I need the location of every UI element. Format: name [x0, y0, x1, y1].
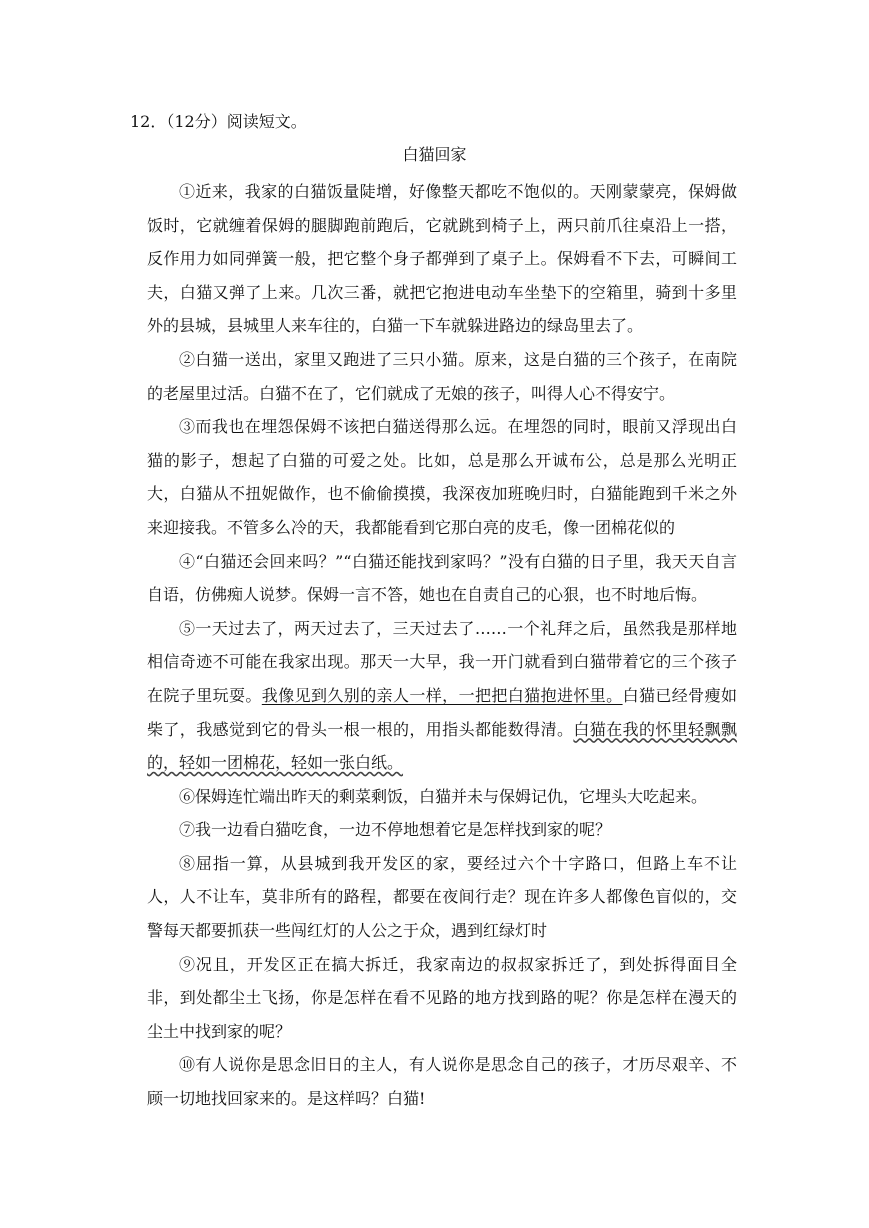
paragraph-5-part-b: 白猫已经骨瘦如柴了，我感觉到它的骨头一根一根的，用指头都能数得清。 [147, 685, 737, 739]
underlined-sentence: 我像见到久别的亲人一样，一把把白猫抱进怀里。 [261, 685, 623, 705]
paragraph-1: ①近来，我家的白猫饭量陡增，好像整天都吃不饱似的。天刚蒙蒙亮，保姆做饭时，它就缠着保姆的腿脚跑前跑后，它就跳到椅子上，两只前爪往桌沿上一搭，反作用力如同弹簧一般，把它整个身子都弹到了桌子上。保姆看不下去，可瞬间工夫，白猫又弹了上来。几次三番，就把它抱进电动车坐垫下的空箱里，骑到十多里外的县城，县城里人来车往的，白猫一下车就躲进路边的绿岛里去了。 [147, 182, 737, 336]
paragraph-2: ②白猫一送出，家里又跑进了三只小猫。原来，这是白猫的三个孩子，在南院的老屋里过活。白猫不在了，它们就成了无娘的孩子，叫得人心不得安宁。 [147, 349, 737, 403]
paragraph-4: ④“白猫还会回来吗？”“白猫还能找到家吗？”没有白猫的日子里，我天天自言自语，仿佛痴人说梦。保姆一言不答，她也在自责自己的心狠，也不时地后悔。 [147, 551, 737, 605]
paragraph-10: ⑩有人说你是思念旧日的主人，有人说你是思念自己的孩子，才历尽艰辛、不顾一切地找回家来的。是这样吗？白猫! [147, 1055, 737, 1109]
article-title: 白猫回家 [402, 145, 467, 164]
paragraph-5-part-a: ⑤一天过去了，两天过去了，三天过去了……一个礼拜之后，虽然我是那样地相信奇迹不可能在我家出现。那天一大早，我一开门就看到白猫带着它的三个孩子在院子里玩耍。 [147, 618, 737, 705]
question-header: 12．（12分）阅读短文。 [130, 112, 307, 131]
paragraph-5 [147, 612, 737, 780]
paragraph-6: ⑥保姆连忙端出昨天的剩菜剩饭，白猫并未与保姆记仇，它埋头大吃起来。 [179, 786, 708, 806]
paragraph-9: ⑨况且，开发区正在搞大拆迁，我家南边的叔叔家拆迁了，到处拆得面目全非，到处都尘土飞扬，你是怎样在看不见路的地方找到路的呢？你是怎样在漫天的尘土中找到家的呢？ [147, 954, 737, 1041]
article-body [147, 175, 737, 1116]
paragraph-8: ⑧屈指一算，从县城到我开发区的家，要经过六个十字路口，但路上车不让人，人不让车，莫非所有的路程，都要在夜间行走？现在许多人都像色盲似的，交警每天都要抓获一些闯红灯的人公之于众，遇到红绿灯时 [147, 853, 737, 941]
paragraph-7: ⑦我一边看白猫吃食，一边不停地想着它是怎样找到家的呢？ [179, 820, 612, 840]
wavy-underlined-sentence: 白猫在我的怀里轻飘飘的，轻如一团棉花，轻如一张白纸。 [147, 719, 737, 773]
paragraph-3: ③而我也在埋怨保姆不该把白猫送得那么远。在埋怨的同时，眼前又浮现出白猫的影子，想起了白猫的可爱之处。比如，总是那么开诚布公，总是那么光明正大，白猫从不扭妮做作，也不偷偷摸摸，我深夜加班晚归时，白猫能跑到千米之外来迎接我。不管多么冷的天，我都能看到它那白亮的皮毛，像一团棉花似的 [147, 417, 737, 537]
